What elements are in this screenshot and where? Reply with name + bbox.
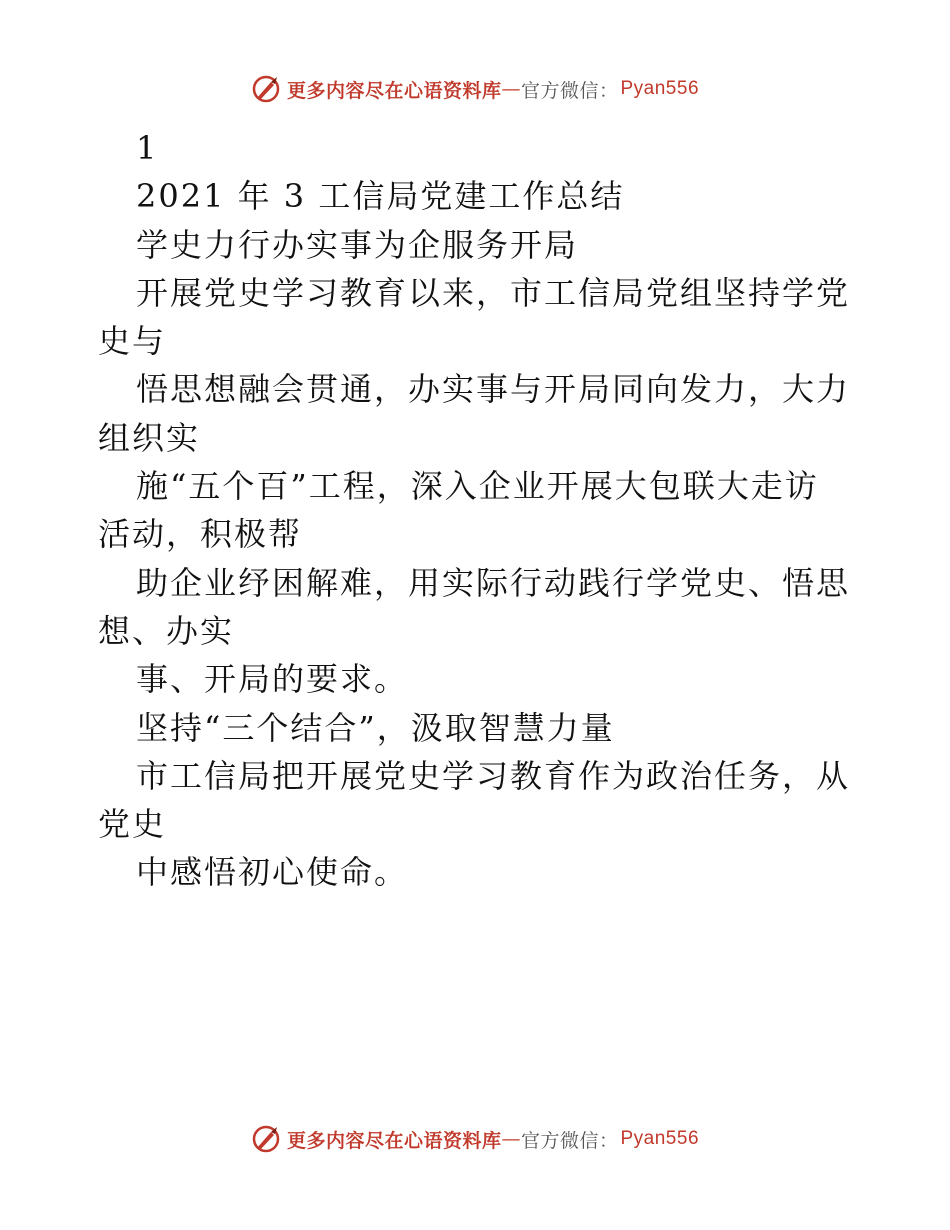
section-heading: 坚持“三个结合”，汲取智慧力量: [136, 708, 615, 747]
paragraph-line: 党史: [98, 805, 167, 844]
watermark-wechat-label: 官方微信：: [520, 1129, 619, 1152]
document-subtitle: 学史力行办实事为企服务开局: [136, 225, 579, 264]
watermark-site-name: 更多内容尽在心语资料库: [286, 79, 502, 102]
document-body: [98, 124, 858, 897]
paragraph-line: 中感悟初心使命。: [136, 853, 409, 892]
watermark-wechat-id: Pyan556: [620, 78, 700, 99]
paragraph-line: 施“五个百”工程，深入企业开展大包联大走访: [136, 467, 819, 506]
paragraph-line: 开展党史学习教育以来，市工信局党组坚持学党: [136, 273, 851, 312]
paragraph-line: 市工信局把开展党史学习教育作为政治任务，从: [136, 756, 851, 795]
paragraph-line: 组织实: [98, 418, 201, 457]
paragraph-line: 助企业纾困解难，用实际行动践行学党史、悟思: [136, 563, 851, 602]
watermark-dash: —: [501, 1128, 521, 1150]
quill-pen-logo-icon: [251, 74, 281, 104]
document-title: 2021 年 3 工信局党建工作总结: [136, 177, 625, 216]
paragraph-line: 活动，积极帮: [98, 515, 303, 554]
quill-pen-logo-icon: [251, 1124, 281, 1154]
paragraph-line: 悟思想融会贯通，办实事与开局同向发力，大力: [136, 370, 851, 409]
footer-watermark: [0, 1124, 950, 1154]
watermark-dash: —: [501, 78, 521, 100]
paragraph-line: 事、开局的要求。: [136, 660, 409, 699]
paragraph-line: 史与: [98, 322, 167, 361]
header-watermark: [0, 74, 950, 104]
page-number: 1: [136, 129, 159, 167]
watermark-wechat-id: Pyan556: [620, 1128, 700, 1149]
watermark-wechat-label: 官方微信：: [520, 79, 619, 102]
watermark-site-name: 更多内容尽在心语资料库: [286, 1129, 502, 1152]
paragraph-line: 想、办实: [98, 611, 235, 650]
